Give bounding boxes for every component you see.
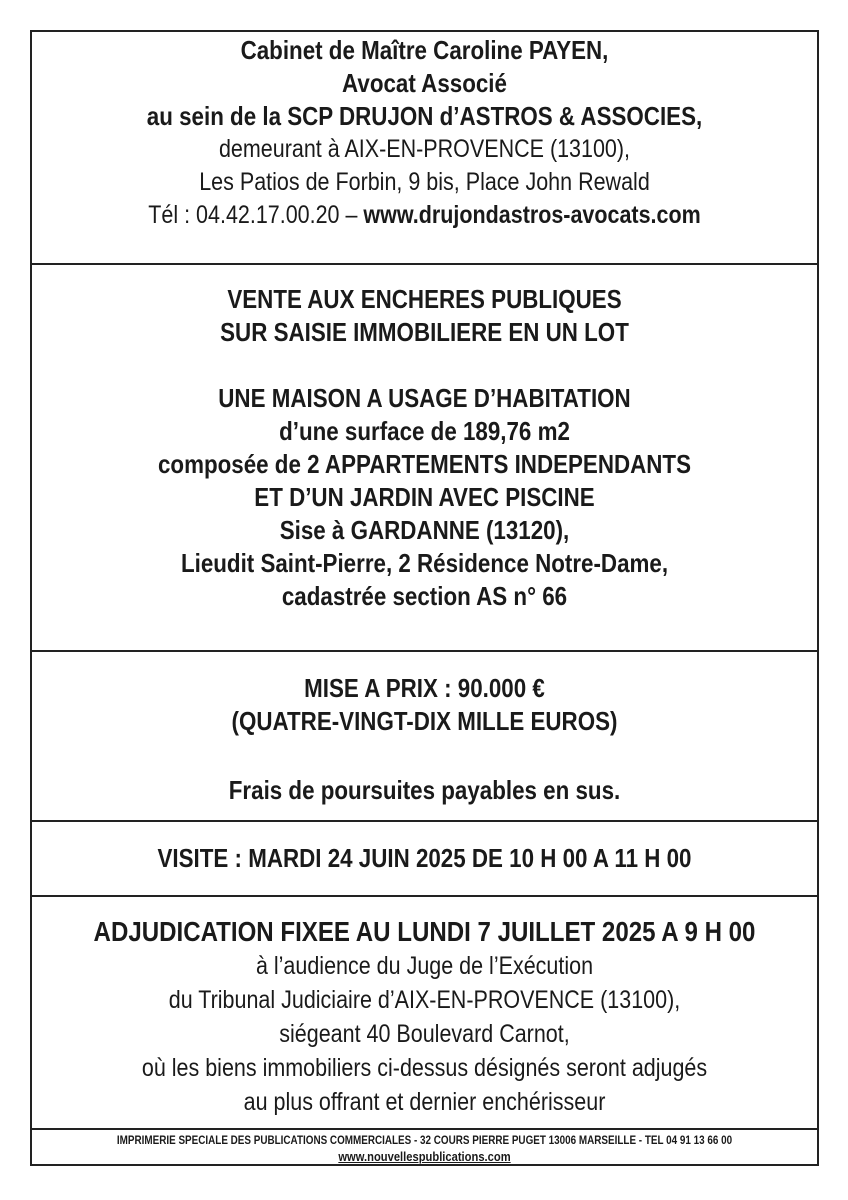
- court-address: siégeant 40 Boulevard Carnot,: [279, 1020, 570, 1048]
- sale-title-1: VENTE AUX ENCHERES PUBLIQUES: [227, 284, 622, 314]
- hearing-line: à l’audience du Juge de l’Exécution: [255, 952, 594, 980]
- printer-info: IMPRIMERIE SPECIALE DES PUBLICATIONS COMMERCIALES - 32 COURS PIERRE PUGET 13006 MARSEILLE - TEL 04 91 13 66 00: [116, 1135, 733, 1147]
- sale-description-section: [32, 263, 817, 652]
- property-surface: d’une surface de 189,76 m2: [279, 416, 570, 446]
- law-firm: au sein de la SCP DRUJON d’ASTROS & ASSOCIES,: [146, 101, 703, 131]
- firm-phone: Tél : 04.42.17.00.20 –: [148, 201, 364, 229]
- lawyer-header-section: [32, 32, 817, 265]
- spacer: [32, 738, 817, 774]
- property-garden: ET D’UN JARDIN AVEC PISCINE: [254, 482, 595, 512]
- lawyer-name: Cabinet de Maître Caroline PAYEN,: [240, 35, 609, 65]
- adjudication-note-2: au plus offrant et dernier enchérisseur: [243, 1088, 606, 1116]
- starting-price-words: (QUATRE-VINGT-DIX MILLE EUROS): [231, 706, 618, 736]
- property-type: UNE MAISON A USAGE D’HABITATION: [218, 383, 631, 413]
- firm-contact: [87, 199, 762, 232]
- property-location: Sise à GARDANNE (13120),: [279, 515, 570, 545]
- printer-footer: [32, 1132, 817, 1164]
- notice-frame: [30, 30, 819, 1166]
- spacer: [32, 349, 817, 382]
- property-address: Lieudit Saint-Pierre, 2 Résidence Notre-Dame,: [180, 548, 669, 578]
- adjudication-date: ADJUDICATION FIXEE AU LUNDI 7 JUILLET 2025 A 9 H 00: [93, 916, 756, 947]
- property-cadastre: cadastrée section AS n° 66: [281, 581, 568, 611]
- lawyer-title: Avocat Associé: [342, 68, 507, 98]
- visit-section: [32, 824, 817, 897]
- court-line: du Tribunal Judiciaire d’AIX-EN-PROVENCE (13100),: [168, 986, 681, 1014]
- adjudication-section: [32, 899, 817, 1130]
- sale-title-2: SUR SAISIE IMMOBILIERE EN UN LOT: [220, 317, 629, 347]
- starting-price: MISE A PRIX : 90.000 €: [304, 673, 545, 703]
- fees-note: Frais de poursuites payables en sus.: [228, 775, 621, 805]
- property-composition: composée de 2 APPARTEMENTS INDEPENDANTS: [157, 449, 692, 479]
- firm-website-link[interactable]: www.drujondastros-avocats.com: [363, 201, 701, 229]
- printer-website-link[interactable]: www.nouvellespublications.com: [338, 1149, 511, 1164]
- adjudication-note-1: où les biens immobiliers ci-dessus désignés seront adjugés: [141, 1054, 708, 1082]
- firm-city: demeurant à AIX-EN-PROVENCE (13100),: [218, 135, 631, 163]
- visit-date: VISITE : MARDI 24 JUIN 2025 DE 10 H 00 A 11 H 00: [157, 843, 692, 873]
- firm-address: Les Patios de Forbin, 9 bis, Place John Rewald: [199, 168, 650, 196]
- price-section: [32, 652, 817, 822]
